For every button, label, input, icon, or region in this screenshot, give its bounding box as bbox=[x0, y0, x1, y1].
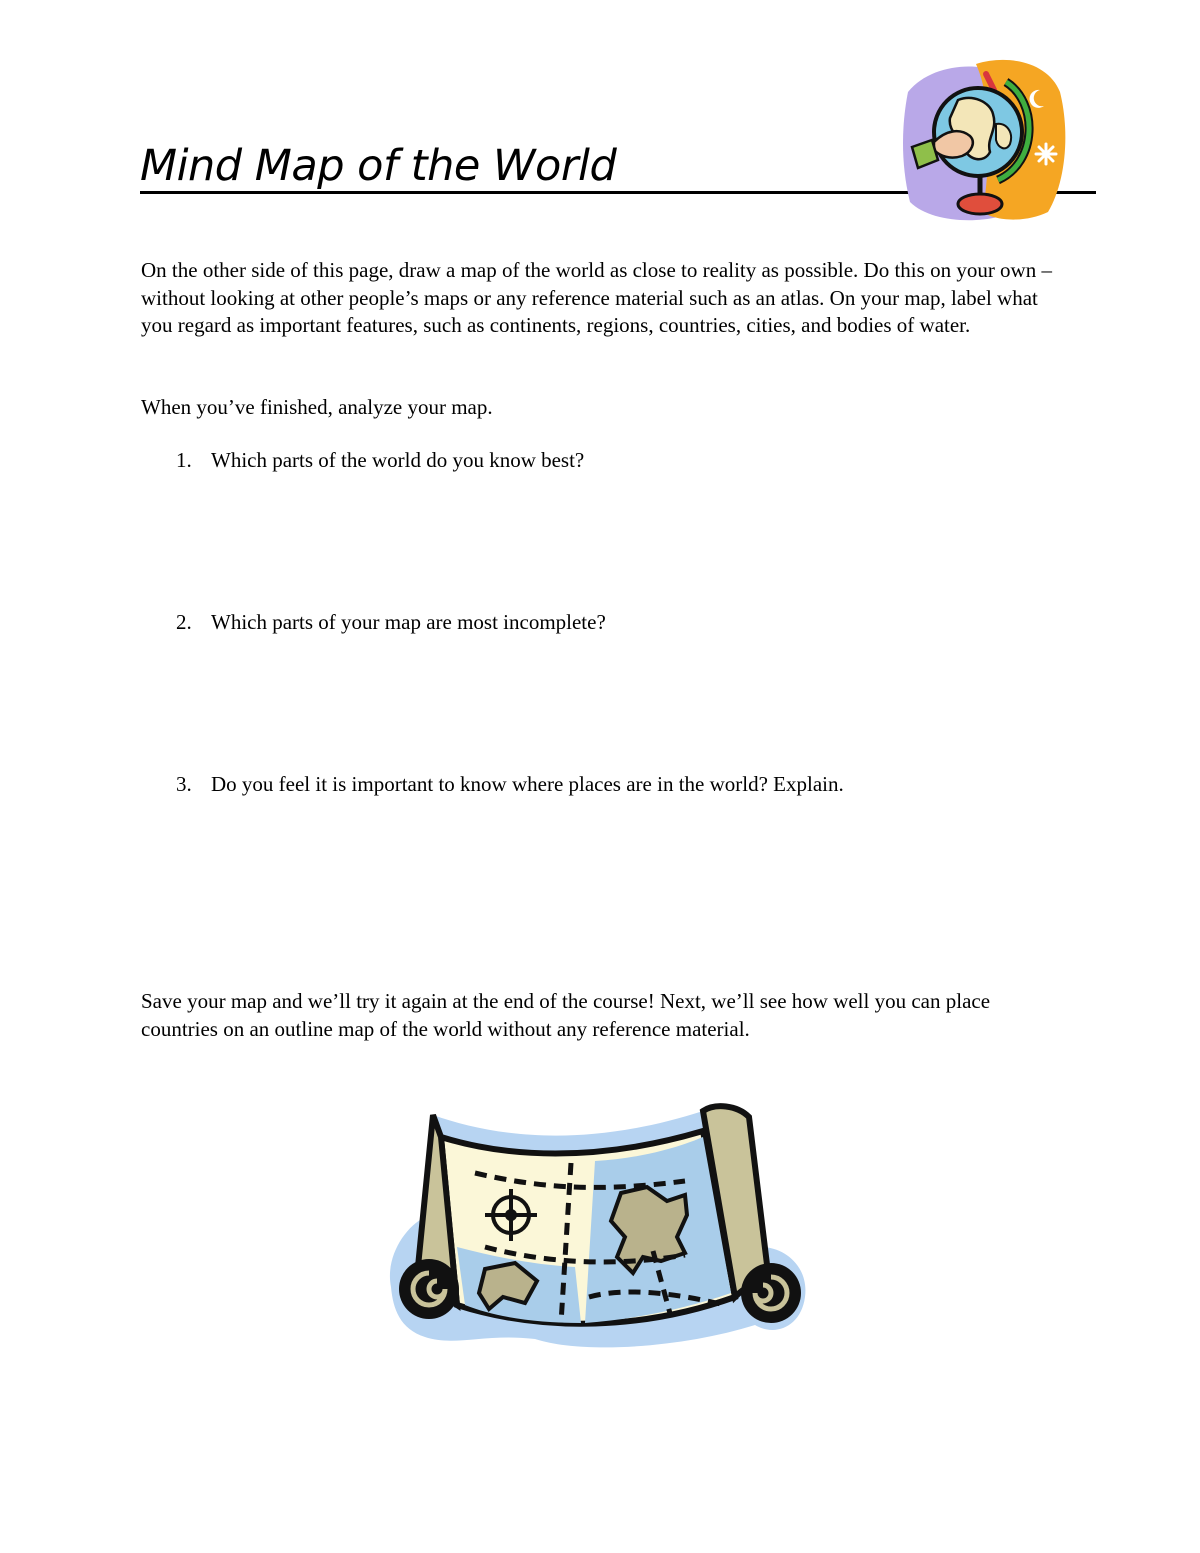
question-number: 3. bbox=[176, 772, 192, 796]
map-scroll-illustration bbox=[385, 1097, 813, 1349]
globe-icon bbox=[898, 52, 1070, 224]
intro-paragraph: On the other side of this page, draw a map of the world as close to reality as possible. Do this on your own – without looking at other people’s maps or any reference material such as an atlas. On your map, label what you regard as important features, such as continents, regions, countries, cities, and bodies of water. bbox=[141, 258, 1052, 337]
analyze-prompt: When you’ve finished, analyze your map. bbox=[141, 395, 493, 419]
globe-illustration bbox=[898, 52, 1070, 224]
question-text: Which parts of the world do you know best? bbox=[211, 448, 585, 472]
question-text: Do you feel it is important to know where places are in the world? Explain. bbox=[211, 772, 844, 796]
question-text: Which parts of your map are most incomplete? bbox=[211, 610, 606, 634]
map-scroll-icon bbox=[385, 1097, 813, 1349]
closing-paragraph: Save your map and we’ll try it again at the end of the course! Next, we’ll see how well you can place countries on an outline map of the world without any reference material. bbox=[141, 989, 991, 1041]
question-number: 2. bbox=[176, 610, 192, 634]
question-1 bbox=[176, 447, 584, 474]
page-title: Mind Map of the World bbox=[140, 141, 617, 191]
question-number: 1. bbox=[176, 448, 192, 472]
question-3 bbox=[176, 771, 844, 798]
question-2 bbox=[176, 609, 606, 636]
